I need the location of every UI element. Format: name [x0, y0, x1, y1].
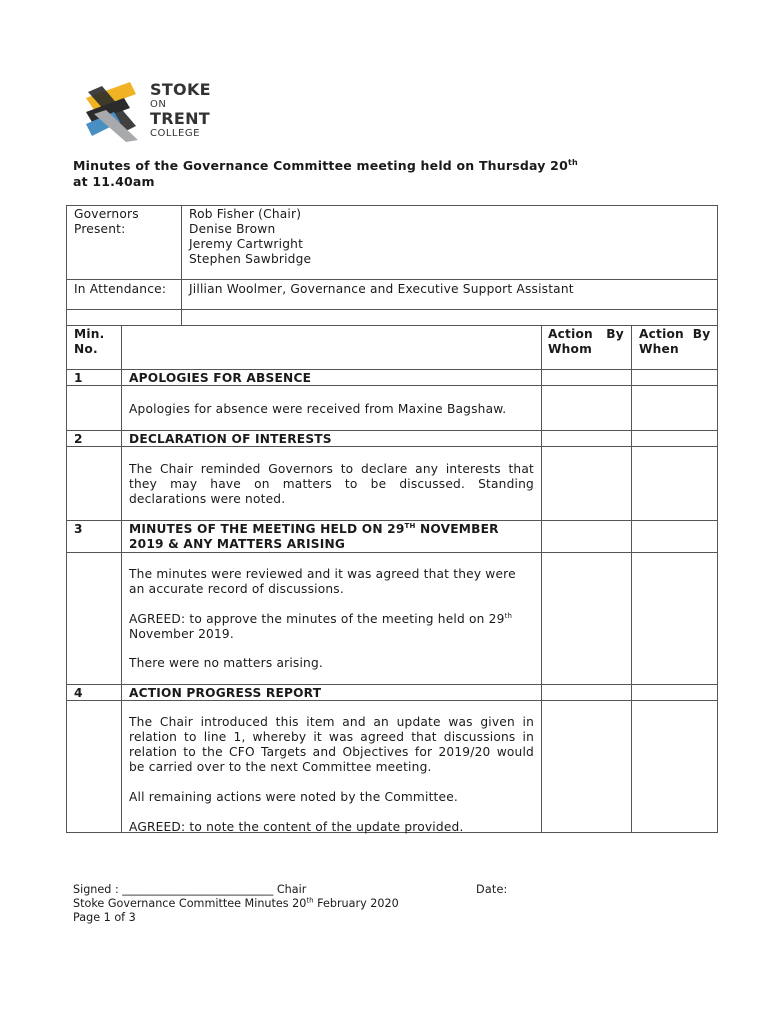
item-body: Apologies for absence were received from Maxine Bagshaw. [129, 402, 507, 416]
item-heading: APOLOGIES FOR ABSENCE [129, 371, 312, 385]
title-part-2: at 11.40am [73, 174, 155, 189]
item-number: 4 [74, 686, 83, 700]
date-field-label: Date: [476, 883, 508, 896]
item-paragraph: The minutes were reviewed and it was agreed that they were an accurate record of discussions. [129, 567, 516, 596]
header-action-by-when: Action By When [639, 327, 711, 356]
page-number: Page 1 of 3 [73, 911, 136, 924]
item-paragraph: There were no matters arising. [129, 656, 323, 670]
item-paragraph: AGREED: to note the content of the update provided. [129, 820, 464, 834]
governor-name: Rob Fisher (Chair) [189, 207, 302, 221]
governors-list [189, 207, 311, 267]
item-paragraph: AGREED: to approve the minutes of the meeting held on 29th November 2019. [129, 611, 513, 641]
item-number: 2 [74, 432, 83, 446]
logo-line-4: COLLEGE [150, 128, 200, 139]
item-body: The Chair reminded Governors to declare any interests that they may have on matters to be discussed. Standing declarations were noted. [129, 462, 534, 506]
title-sup: th [567, 157, 578, 167]
in-attendance-value: Jillian Woolmer, Governance and Executive Support Assistant [189, 282, 574, 296]
logo-line-2: ON [150, 99, 167, 110]
logo-line-1: STOKE [150, 80, 211, 99]
attendance-table [66, 205, 718, 326]
governors-label: Governors Present: [74, 207, 139, 236]
logo-wordmark [150, 82, 211, 139]
governor-name: Jeremy Cartwright [189, 237, 304, 251]
item-number: 1 [74, 371, 83, 385]
logo-line-3: TRENT [150, 109, 210, 128]
item-heading: MINUTES OF THE MEETING HELD ON 29TH NOVEMBER 2019 & ANY MATTERS ARISING [129, 521, 499, 551]
governor-name: Denise Brown [189, 222, 276, 236]
page-footer [73, 883, 399, 925]
item-paragraph: The Chair introduced this item and an update was given in relation to line 1, whereby it was agreed that discussions in relation to the CFO Targets and Objectives for 2019/20 would be carried over to the next Committee meeting. [129, 715, 534, 774]
item-number: 3 [74, 522, 83, 536]
governor-name: Stephen Sawbridge [189, 252, 312, 266]
item-paragraph: All remaining actions were noted by the Committee. [129, 790, 459, 804]
item-heading: ACTION PROGRESS REPORT [129, 686, 322, 700]
document-title [73, 158, 713, 190]
in-attendance-label: In Attendance: [74, 282, 167, 296]
footer-doc-name: Stoke Governance Committee Minutes 20th February 2020 [73, 896, 399, 910]
header-action-by-whom: Action By Whom [548, 327, 624, 356]
header-min-no: Min. No. [74, 327, 105, 356]
signature-line: Signed : ___________________________ Chair [73, 883, 307, 896]
title-part-1: Minutes of the Governance Committee meeting held on Thursday 20 [73, 158, 568, 173]
item-heading: DECLARATION OF INTERESTS [129, 432, 332, 446]
